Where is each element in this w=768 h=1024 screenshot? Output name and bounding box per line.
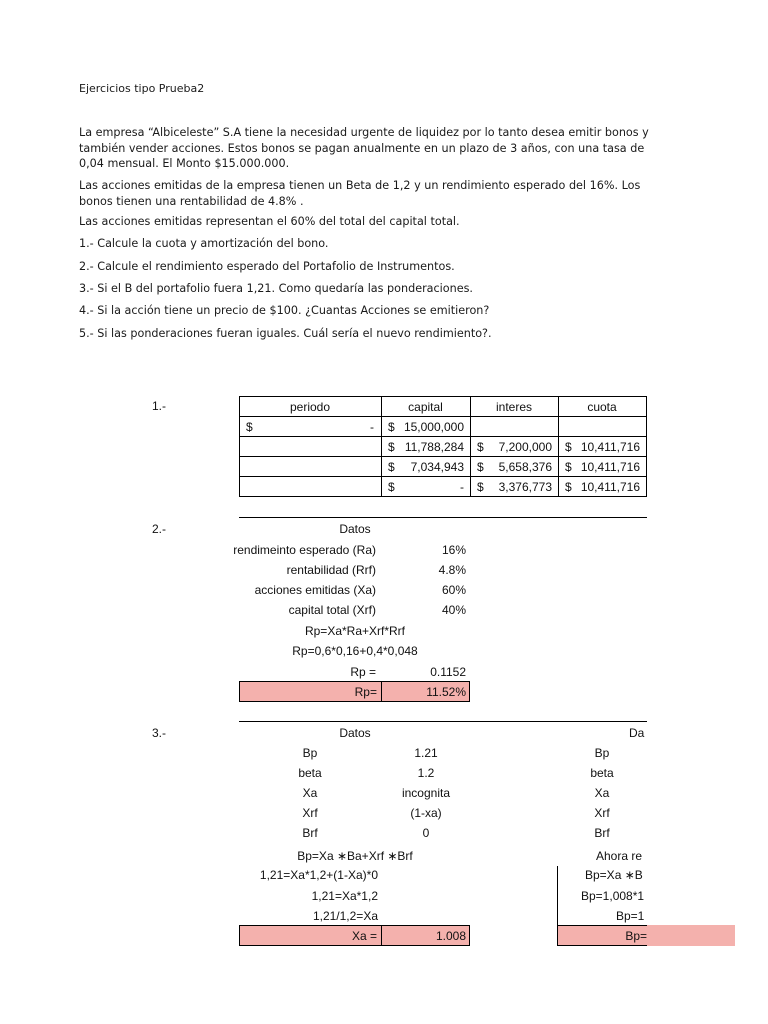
header-capital: capital (408, 400, 443, 414)
doc-title: Ejercicios tipo Prueba2 (79, 82, 205, 95)
row3-capital-currency: $ (388, 460, 395, 474)
row2-cuota-value: 10,411,716 (580, 440, 640, 454)
row2-cuota-currency: $ (565, 440, 572, 454)
paragraph-capital: Las acciones emitidas representan el 60% del total del capital total. (79, 215, 460, 228)
paragraph-intro: La empresa “Albiceleste” S.A tiene la necesidad urgente de liquidez por lo tanto desea emitir bonos y también vender acciones. Estos bonos se pagan anualmente en un plazo de 3 años, con una tasa de 0,04 mensual. El Monto $15.000.000. (79, 126, 649, 170)
question-2: 2.- Calcule el rendimiento esperado del Portafolio de Instrumentos. (79, 260, 455, 273)
s2-value-xrf: 40% (441, 603, 466, 617)
s2-label-rrf: rentabilidad (Rrf) (286, 563, 376, 577)
s3-label-brf: Brf (302, 826, 318, 840)
section-2-divider (239, 517, 647, 518)
s3-step-4: 1,21/1,2=Xa (312, 909, 378, 923)
question-4: 4.- Si la acción tiene un precio de $100. ¿Cuantas Acciones se emitieron? (79, 304, 490, 317)
s3-result-label: Xa = (351, 929, 377, 943)
row1-capital-value: 15,000,000 (403, 420, 464, 434)
row4-capital-currency: $ (388, 480, 395, 494)
row2-interes-currency: $ (477, 440, 484, 454)
s3-step-1: Bp=Xa ∗Ba+Xrf ∗Brf (297, 849, 413, 863)
s2-value-xa: 60% (441, 583, 466, 597)
s3-value-bp: 1.21 (414, 746, 438, 760)
s3-label-xa: Xa (302, 786, 318, 800)
s2-formula-substituted: Rp=0,6*0,16+0,4*0,048 (292, 644, 418, 658)
s3-right-label-xa: Xa (594, 786, 610, 800)
row3-interes-value: 5,658,376 (498, 460, 552, 474)
section-2-datos: Datos (339, 522, 371, 536)
row2-interes-value: 7,200,000 (498, 440, 552, 454)
s2-value-rrf: 4.8% (438, 563, 466, 577)
row4-cuota-currency: $ (565, 480, 572, 494)
s3-right-label-beta: beta (590, 766, 614, 780)
row1-periodo-value: - (370, 420, 374, 434)
section-2-label: 2.- (152, 522, 167, 536)
paragraph-acciones: Las acciones emitidas de la empresa tienen un Beta de 1,2 y un rendimiento esperado del 16%. Los bonos tienen una rentabilidad de 4.8% . (79, 179, 641, 208)
s2-result-value: 11.52% (426, 685, 466, 699)
s3-label-beta: beta (298, 766, 322, 780)
question-5: 5.- Si las ponderaciones fueran iguales. Cuál sería el nuevo rendimiento?. (79, 327, 492, 340)
row3-cuota-currency: $ (565, 460, 572, 474)
s2-formula-general: Rp=Xa*Ra+Xrf*Rrf (304, 624, 406, 638)
row1-periodo-currency: $ (246, 420, 253, 434)
s3-right-label-bp: Bp (594, 746, 610, 760)
section-3-datos: Datos (339, 726, 371, 740)
row1-capital-currency: $ (388, 420, 395, 434)
row3-capital-value: 7,034,943 (410, 460, 464, 474)
section-3-divider (239, 721, 647, 722)
s3-value-beta: 1.2 (417, 766, 435, 780)
s2-label-xa: acciones emitidas (Xa) (254, 583, 376, 597)
header-interes: interes (495, 400, 533, 414)
row4-cuota-value: 10,411,716 (580, 480, 640, 494)
header-cuota: cuota (587, 400, 617, 414)
s2-result-label: Rp= (354, 685, 377, 699)
s2-label-ra: rendimeinto esperado (Ra) (233, 543, 376, 557)
s3-right-step-2: Bp=Xa ∗B (585, 868, 643, 882)
section-1-label: 1.- (152, 399, 167, 413)
s3-label-xrf: Xrf (302, 806, 318, 820)
s3-value-xa: incognita (401, 786, 451, 800)
s2-value-ra: 16% (441, 543, 466, 557)
row3-interes-currency: $ (477, 460, 484, 474)
s2-rp-value: 0.1152 (430, 665, 466, 679)
s3-label-bp: Bp (302, 746, 318, 760)
s3-right-clip (540, 723, 647, 953)
question-3: 3.- Si el B del portafolio fuera 1,21. Como quedaría las ponderaciones. (79, 282, 473, 295)
header-periodo: periodo (289, 400, 331, 414)
s3-result-value: 1.008 (435, 929, 466, 943)
s3-right-step-1: Ahora re (596, 849, 643, 863)
s3-value-xrf: (1-xa) (410, 806, 442, 820)
row4-capital-value: - (460, 480, 464, 494)
row2-capital-currency: $ (388, 440, 395, 454)
s3-right-result-fill (647, 925, 735, 946)
s2-rp-label: Rp = (350, 665, 376, 679)
question-1: 1.- Calcule la cuota y amortización del bono. (79, 237, 329, 250)
s3-right-step-4: Bp=1 (616, 909, 645, 923)
s3-step-2: 1,21=Xa*1,2+(1-Xa)*0 (259, 868, 378, 882)
s3-right-label-brf: Brf (594, 826, 610, 840)
s2-label-xrf: capital total (Xrf) (288, 603, 376, 617)
s3-value-brf: 0 (422, 826, 430, 840)
row4-interes-value: 3,376,773 (498, 480, 552, 494)
row4-interes-currency: $ (477, 480, 484, 494)
s3-right-result-label: Bp= (625, 929, 647, 943)
s3-right-label-xrf: Xrf (594, 806, 610, 820)
s3-right-step-3: Bp=1,008*1 (581, 889, 645, 903)
section-3-label: 3.- (152, 726, 167, 740)
row2-capital-value: 11,788,284 (404, 440, 464, 454)
s3-right-datos: Da (629, 726, 645, 740)
s3-step-3: 1,21=Xa*1,2 (311, 889, 378, 903)
row3-cuota-value: 10,411,716 (580, 460, 640, 474)
